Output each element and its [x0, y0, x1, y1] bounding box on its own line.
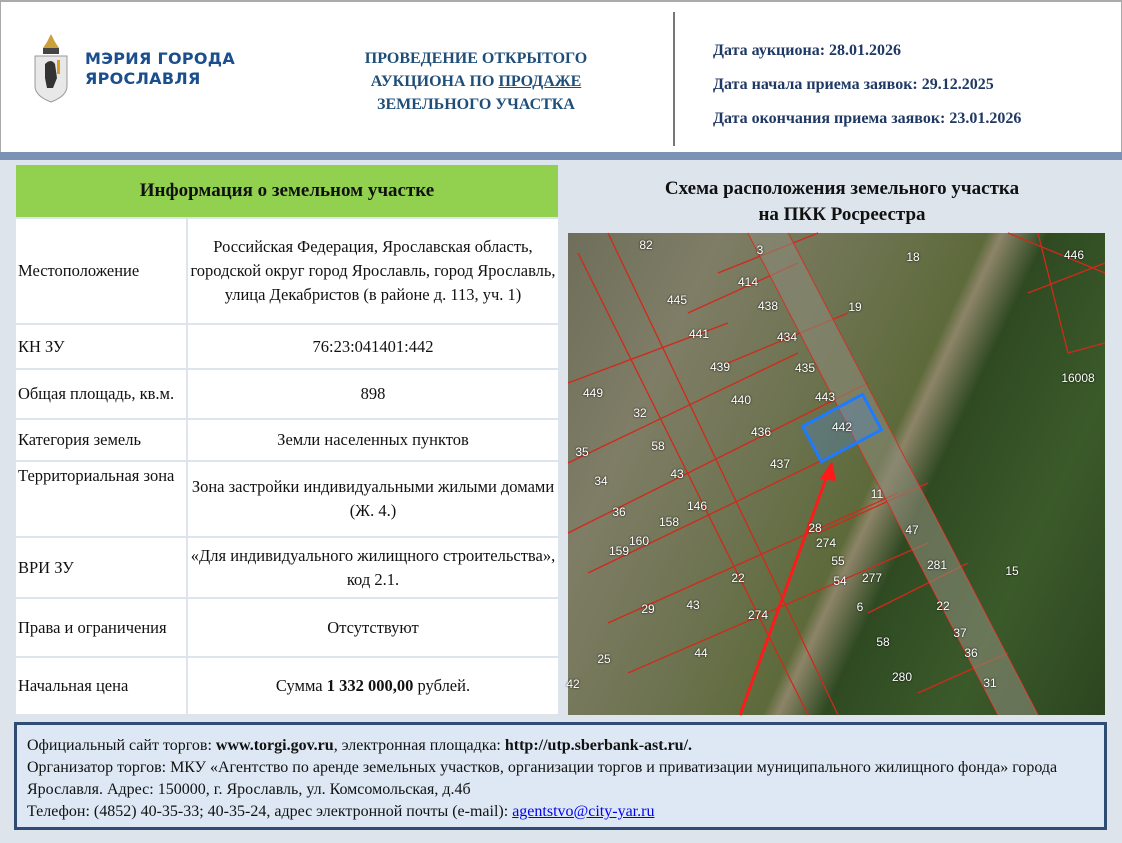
footer-text: Официальный сайт торгов: — [27, 737, 216, 754]
map-title — [568, 176, 1116, 228]
parcel-number-label: 146 — [686, 499, 708, 513]
row-value: Земли населенных пунктов — [187, 419, 559, 461]
parcel-number-label: 36 — [612, 505, 626, 519]
title-line2: АУКЦИОНА ПО — [370, 73, 499, 90]
auction-dates — [713, 42, 1021, 144]
row-key: Начальная цена — [15, 657, 187, 715]
red-arrow — [740, 461, 836, 715]
parcel-number-label: 437 — [769, 457, 791, 471]
row-value: Зона застройки индивидуальными жилыми домами (Ж. 4.) — [187, 461, 559, 537]
row-key: Общая площадь, кв.м. — [15, 369, 187, 419]
road — [748, 233, 1038, 715]
email-link[interactable]: agentstvo@city-yar.ru — [512, 803, 655, 820]
row-key: Территориальная зона — [15, 461, 187, 537]
price-prefix: Сумма — [275, 676, 327, 695]
parcel-number-label: 274 — [815, 536, 837, 550]
row-key: Права и ограничения — [15, 598, 187, 657]
parcel-number-label: 19 — [848, 300, 862, 314]
contact-footer — [14, 722, 1107, 830]
parcel-number-label: 440 — [730, 393, 752, 407]
parcel-number-label: 15 — [1005, 564, 1019, 578]
map-title-line2: на ПКК Росреестра — [758, 204, 926, 225]
parcel-number-label: 159 — [608, 544, 630, 558]
torgi-link[interactable]: www.torgi.gov.ru — [215, 737, 334, 754]
parcel-number-label: 36 — [964, 646, 978, 660]
coat-of-arms-icon — [31, 34, 71, 104]
parcel-number-label: 6 — [856, 600, 864, 614]
parcel-number-label: 414 — [737, 275, 759, 289]
header — [0, 0, 1122, 152]
parcel-number-label: 82 — [639, 238, 653, 252]
land-info-table — [14, 163, 560, 716]
parcel-number-label: 442 — [831, 420, 853, 434]
parcel-number-label: 11 — [870, 487, 884, 501]
parcel-number-label: 441 — [688, 327, 710, 341]
parcel-number-label: 434 — [776, 330, 798, 344]
organizer-text: Организатор торгов: МКУ «Агентство по аренде земельных участков, организации торгов и приватизации муниципального жилищного фонда» города Ярославля. Адрес: 150000, г. Ярославль, ул. Комсомольская, д.4б — [27, 759, 1058, 798]
parcel-number-label: 277 — [861, 571, 883, 585]
parcel-number-label: 32 — [633, 406, 647, 420]
parcel-number-label: 35 — [575, 445, 589, 459]
application-start-date: Дата начала приема заявок: 29.12.2025 — [713, 76, 994, 93]
parcel-number-label: 16008 — [1061, 371, 1095, 385]
area-value: 898 — [187, 369, 559, 419]
parcel-number-label: 54 — [833, 574, 847, 588]
starting-price — [187, 657, 559, 715]
page-title — [321, 47, 631, 116]
parcel-number-label: 47 — [905, 523, 919, 537]
title-line3: ЗЕМЕЛЬНОГО УЧАСТКА — [377, 96, 575, 113]
parcel-number-label: 55 — [831, 554, 845, 568]
parcel-number-label: 436 — [750, 425, 772, 439]
parcel-number-label: 29 — [641, 602, 655, 616]
row-key: Категория земель — [15, 419, 187, 461]
row-key: Местоположение — [15, 218, 187, 324]
info-heading: Информация о земельном участке — [15, 164, 559, 218]
parcel-number-label: 280 — [891, 670, 913, 684]
price-suffix: рублей. — [413, 676, 471, 695]
parcel-number-label: 31 — [983, 676, 997, 690]
auction-date: Дата аукциона: 28.01.2026 — [713, 42, 902, 59]
logo — [31, 34, 235, 104]
title-sale-word: ПРОДАЖЕ — [498, 73, 582, 90]
parcel-number-label: 18 — [906, 250, 920, 264]
row-value: «Для индивидуального жилищного строительства», код 2.1. — [187, 537, 559, 598]
parcel-number-label: 449 — [582, 386, 604, 400]
map-title-line1: Схема расположения земельного участка — [664, 178, 1020, 199]
row-key: ВРИ ЗУ — [15, 537, 187, 598]
row-value: Отсутствуют — [187, 598, 559, 657]
parcel-number-label: 44 — [694, 646, 708, 660]
parcel-number-label: 22 — [936, 599, 950, 613]
parcel-number-label: 42 — [566, 677, 580, 691]
parcel-number-label: 34 — [594, 474, 608, 488]
cadastral-map — [568, 233, 1105, 715]
title-line1: ПРОВЕДЕНИЕ ОТКРЫТОГО — [364, 50, 588, 67]
parcel-number-label: 25 — [597, 652, 611, 666]
parcel-number-label: 438 — [757, 299, 779, 313]
parcel-number-label: 439 — [709, 360, 731, 374]
cadastral-number: 76:23:041401:442 — [187, 324, 559, 369]
footer-text: , электронная площадка: — [333, 737, 505, 754]
parcel-number-label: 281 — [926, 558, 948, 572]
parcel-number-label: 158 — [658, 515, 680, 529]
header-band — [0, 152, 1122, 160]
parcel-number-label: 58 — [876, 635, 890, 649]
parcel-number-label: 274 — [747, 608, 769, 622]
parcel-number-label: 43 — [686, 598, 700, 612]
divider — [673, 12, 675, 146]
parcel-number-label: 28 — [808, 521, 822, 535]
row-key: КН ЗУ — [15, 324, 187, 369]
parcel-number-label: 445 — [666, 293, 688, 307]
sberbank-ast-link[interactable]: http://utp.sberbank-ast.ru/. — [504, 737, 693, 754]
map-overlay — [568, 233, 1105, 715]
parcel-number-label: 160 — [628, 534, 650, 548]
parcel-number-label: 37 — [953, 626, 967, 640]
parcel-number-label: 58 — [651, 439, 665, 453]
parcel-number-label: 43 — [670, 467, 684, 481]
price-amount: 1 332 000,00 — [326, 676, 414, 695]
logo-text-line1: МЭРИЯ ГОРОДА — [85, 49, 236, 68]
parcel-number-label: 22 — [731, 571, 745, 585]
logo-text-line2: ЯРОСЛАВЛЯ — [85, 69, 201, 88]
row-value: Российская Федерация, Ярославская область, городской округ город Ярославль, город Ярославль, улица Декабристов (в районе д. 113, уч. 1) — [187, 218, 559, 324]
parcel-number-label: 446 — [1063, 248, 1085, 262]
phone-text: Телефон: (4852) 40-35-33; 40-35-24, адрес электронной почты (e-mail): — [27, 803, 513, 820]
parcel-number-label: 443 — [814, 390, 836, 404]
parcel-boundaries — [568, 233, 1105, 715]
application-end-date: Дата окончания приема заявок: 23.01.2026 — [713, 110, 1022, 127]
parcel-number-label: 435 — [794, 361, 816, 375]
parcel-number-label: 3 — [756, 243, 764, 257]
